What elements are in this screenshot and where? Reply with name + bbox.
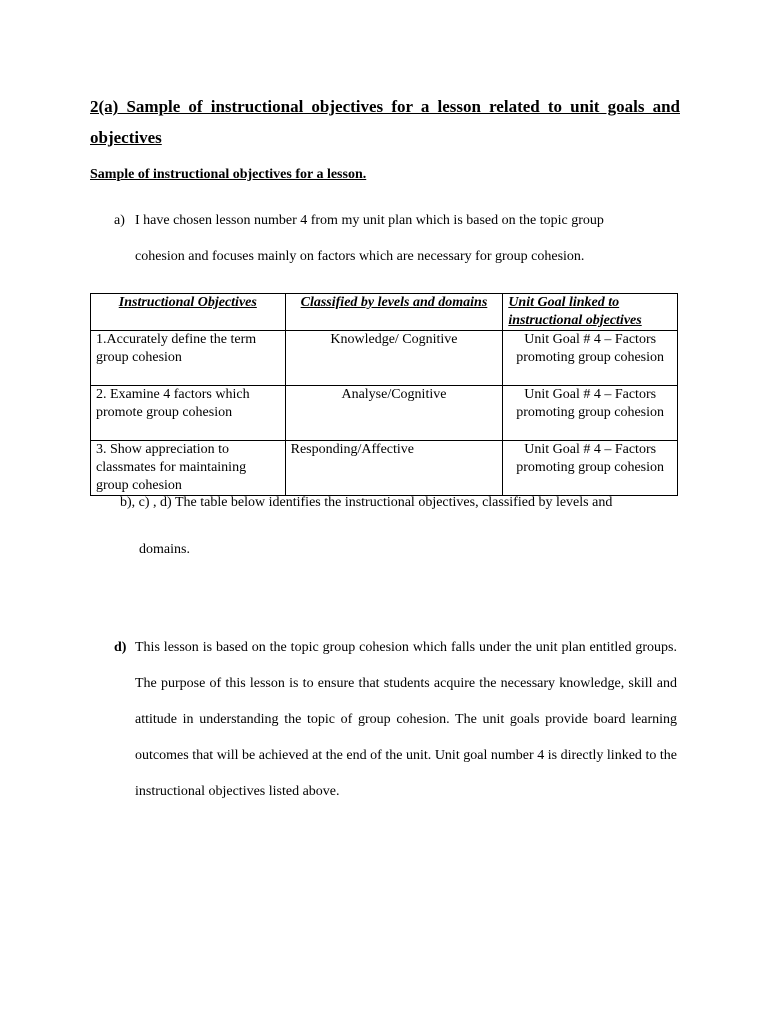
- document-title: 2(a) Sample of instructional objectives for a lesson related to unit goals and objectives: [90, 97, 680, 147]
- item-a-marker: a): [114, 213, 125, 228]
- header-instructional-objectives: Instructional Objectives: [91, 294, 286, 331]
- unit-goal-cell: Unit Goal # 4 – Factors promoting group cohesion: [503, 386, 678, 441]
- table-row: [91, 331, 678, 386]
- item-bcd-line-2: domains.: [139, 542, 190, 557]
- classification-cell: Responding/Affective: [285, 441, 503, 496]
- item-d-marker: d): [114, 640, 127, 655]
- objective-cell: 1.Accurately define the term group cohesion: [91, 331, 286, 386]
- objective-cell: 2. Examine 4 factors which promote group cohesion: [91, 386, 286, 441]
- item-a-line-2: cohesion and focuses mainly on factors which are necessary for group cohesion.: [135, 249, 585, 264]
- objectives-table: [90, 293, 678, 496]
- header-unit-goal-linked: Unit Goal linked to instructional objectives: [503, 294, 678, 331]
- objective-cell: 3. Show appreciation to classmates for maintaining group cohesion: [91, 441, 286, 496]
- unit-goal-cell: Unit Goal # 4 – Factors promoting group cohesion: [503, 331, 678, 386]
- header-classified-levels-domains: Classified by levels and domains: [285, 294, 503, 331]
- table-row: [91, 386, 678, 441]
- table-header-row: [91, 294, 678, 331]
- classification-cell: Analyse/Cognitive: [285, 386, 503, 441]
- unit-goal-cell: Unit Goal # 4 – Factors promoting group cohesion: [503, 441, 678, 496]
- item-a-line-1: I have chosen lesson number 4 from my unit plan which is based on the topic group: [135, 213, 604, 228]
- table-row: [91, 441, 678, 496]
- section-subtitle: Sample of instructional objectives for a lesson.: [90, 167, 367, 182]
- item-d-paragraph: This lesson is based on the topic group cohesion which falls under the unit plan entitled groups. The purpose of this lesson is to ensure that students acquire the necessary knowledge, skill and attitude in understanding the topic of group cohesion. The unit goals provide board learning outcomes that will be achieved at the end of the unit. Unit goal number 4 is directly linked to the instructional objectives listed above.: [135, 640, 677, 799]
- item-bcd-line-1: b), c) , d) The table below identifies the instructional objectives, classified by levels and: [120, 495, 613, 510]
- classification-cell: Knowledge/ Cognitive: [285, 331, 503, 386]
